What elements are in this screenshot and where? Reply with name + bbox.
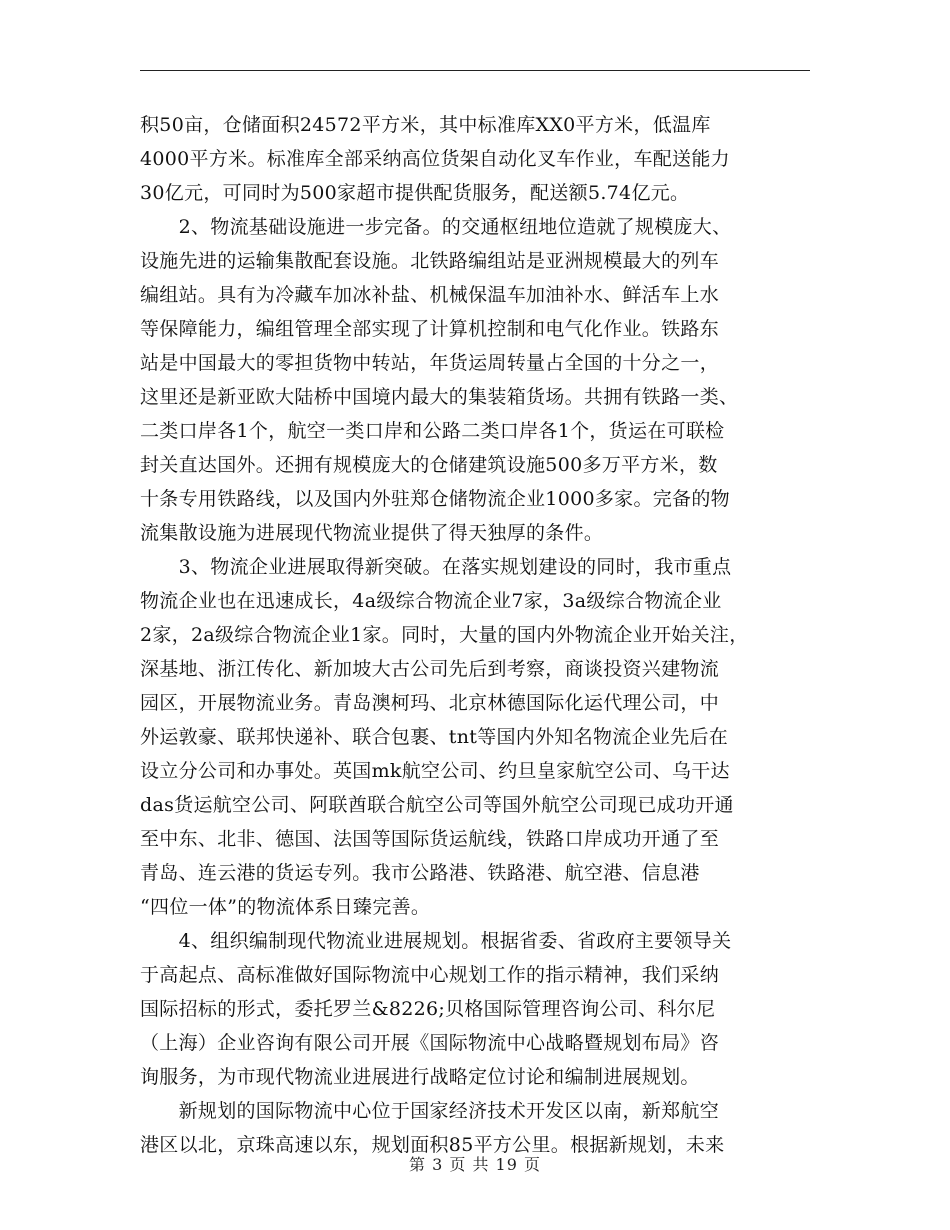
text-line: 物流企业也在迅速成长，4a级综合物流企业7家，3a级综合物流企业 [140, 590, 722, 612]
text-line: 这里还是新亚欧大陆桥中国境内最大的集装箱货场。共拥有铁路一类、 [140, 386, 739, 408]
text-line: 新规划的国际物流中心位于国家经济技术开发区以南，新郑航空 [140, 1100, 720, 1122]
text-line: “四位一体”的物流体系日臻完善。 [140, 896, 431, 918]
text-line: 至中东、北非、德国、法国等国际货运航线，铁路口岸成功开通了至 [140, 828, 720, 850]
body-text [140, 108, 830, 1162]
text-line: 青岛、连云港的货运专列。我市公路港、铁路港、航空港、信息港 [140, 862, 700, 884]
text-line: 园区，开展物流业务。青岛澳柯玛、北京林德国际化运代理公司，中 [140, 692, 720, 714]
text-line: 港区以北，京珠高速以东，规划面积85平方公里。根据新规划，未来 [140, 1134, 725, 1156]
text-line: 4、组织编制现代物流业进展规划。根据省委、省政府主要领导关 [140, 930, 732, 952]
text-line: 2家，2a级综合物流企业1家。同时，大量的国内外物流企业开始关注， [140, 624, 749, 646]
text-line: 设立分公司和办事处。英国mk航空公司、约旦皇家航空公司、乌干达 [140, 760, 730, 782]
text-line: 2、物流基础设施进一步完备。的交通枢纽地位造就了规模庞大、 [140, 216, 732, 238]
text-line: 外运敦豪、联邦快递补、联合包裹、tnt等国内外知名物流企业先后在 [140, 726, 729, 748]
text-line: 国际招标的形式，委托罗兰&8226;贝格国际管理咨询公司、科尔尼 [140, 998, 716, 1020]
text-line: 3、物流企业进展取得新突破。在落实规划建设的同时，我市重点 [140, 556, 732, 578]
text-line: 设施先进的运输集散配套设施。北铁路编组站是亚洲规模最大的列车 [140, 250, 720, 272]
text-line: 编组站。具有为冷藏车加冰补盐、机械保温车加油补水、鲜活车上水 [140, 284, 720, 306]
text-line: 于高起点、高标准做好国际物流中心规划工作的指示精神，我们采纳 [140, 964, 720, 986]
text-line: 十条专用铁路线，以及国内外驻郑仓储物流企业1000多家。完备的物 [140, 488, 730, 510]
text-line: 二类口岸各1个，航空一类口岸和公路二类口岸各1个，货运在可联检 [140, 420, 725, 442]
text-line: das货运航空公司、阿联酋联合航空公司等国外航空公司现已成功开通 [140, 794, 734, 816]
text-line: 等保障能力，编组管理全部实现了计算机控制和电气化作业。铁路东 [140, 318, 720, 340]
text-line: （上海）企业咨询有限公司开展《国际物流中心战略暨规划布局》咨 [140, 1032, 720, 1054]
page-number: 第 3 页 共 19 页 [409, 1155, 541, 1174]
text-line: 积50亩，仓储面积24572平方米，其中标准库XX0平方米，低温库 [140, 114, 711, 136]
text-line: 30亿元，可同时为500家超市提供配货服务，配送额5.74亿元。 [140, 182, 690, 204]
text-line: 4000平方米。标准库全部采纳高位货架自动化叉车作业，车配送能力 [140, 148, 730, 170]
header-rule [140, 70, 810, 71]
text-line: 封关直达国外。还拥有规模庞大的仓储建筑设施500多万平方米，数 [140, 454, 718, 476]
text-line: 站是中国最大的零担货物中转站，年货运周转量占全国的十分之一， [140, 352, 720, 374]
text-line: 深基地、浙江传化、新加坡大古公司先后到考察，商谈投资兴建物流 [140, 658, 720, 680]
text-line: 流集散设施为进展现代物流业提供了得天独厚的条件。 [140, 522, 604, 544]
text-line: 询服务，为市现代物流业进展进行战略定位讨论和编制进展规划。 [140, 1066, 700, 1088]
